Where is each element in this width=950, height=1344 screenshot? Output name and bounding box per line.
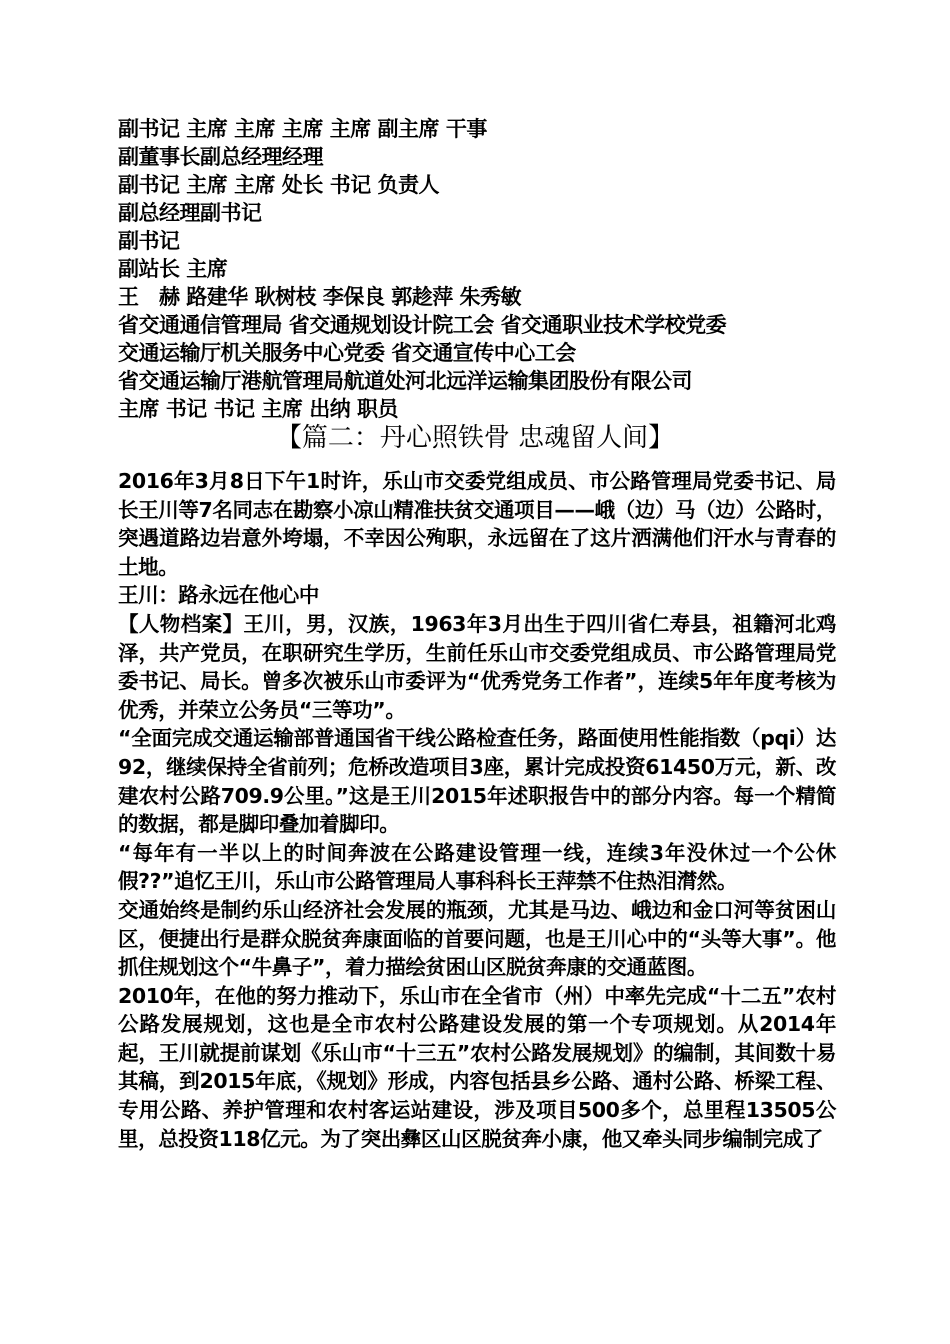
staff-line: 主席 书记 书记 主席 出纳 职员 <box>118 397 399 421</box>
staff-line: 副董事长副总经理经理 <box>118 145 323 169</box>
staff-line: 副书记 主席 主席 处长 书记 负责人 <box>118 173 440 197</box>
staff-line: 王 赫 路建华 耿树枝 李保良 郭趁萍 朱秀敏 <box>118 285 522 309</box>
staff-line: 副总经理副书记 <box>118 201 262 225</box>
staff-line: 交通运输厅机关服务中心党委 省交通宣传中心工会 <box>118 341 576 365</box>
subheading: 王川：路永远在他心中 <box>118 583 319 608</box>
paragraph: “每年有一半以上的时间奔波在公路建设管理一线，连续3年没休过一个公休假??”追忆王川，乐山市公路管理局人事科科长王萍禁不住热泪潸然。 <box>118 840 836 894</box>
paragraph: 【人物档案】王川，男，汉族，1963年3月出生于四川省仁寿县，祖籍河北鸡泽，共产党员，在职研究生学历，生前任乐山市交委党组成员、市公路管理局党委书记、局长。曾多次被乐山市委评为“优秀党务工作者”，连续5年年度考核为优秀，并荣立公务员“三等功”。 <box>118 611 836 722</box>
article-body <box>118 467 836 1153</box>
paragraph: 2010年，在他的努力推动下，乐山市在全省市（州）中率先完成“十二五”农村公路发展规划，这也是全市农村公路建设发展的第一个专项规划。从2014年起，王川就提前谋划《乐山市“十三五”农村公路发展规划》的编制，其间数十易其稿，到2015年底，《规划》形成，内容包括县乡公路、通村公路、桥梁工程、专用公路、养护管理和农村客运站建设，涉及项目500多个，总里程13505公里，总投资118亿元。为了突出彝区山区脱贫奔小康，他又牵头同步编制完成了 <box>118 983 836 1151</box>
staff-line: 副书记 主席 主席 主席 主席 副主席 干事 <box>118 117 487 141</box>
paragraph: 交通始终是制约乐山经济社会发展的瓶颈，尤其是马边、峨边和金口河等贫困山区，便捷出行是群众脱贫奔康面临的首要问题，也是王川心中的“头等大事”。他抓住规划这个“牛鼻子”，着力描绘贫困山区脱贫奔康的交通蓝图。 <box>118 897 836 980</box>
section-heading: 【篇二：丹心照铁骨 忠魂留人间】 <box>275 423 675 453</box>
paragraph: 2016年3月8日下午1时许，乐山市交委党组成员、市公路管理局党委书记、局长王川等7名同志在勘察小凉山精准扶贫交通项目——峨（边）马（边）公路时，突遇道路边岩意外垮塌，不幸因公殉职，永远留在了这片洒满他们汗水与青春的土地。 <box>118 469 836 579</box>
paragraph: “全面完成交通运输部普通国省干线公路检查任务，路面使用性能指数（pqi）达92，继续保持全省前列；危桥改造项目3座，累计完成投资61450万元，新、改建农村公路709.9公里。”这是王川2015年述职报告中的部分内容。每一个精简的数据，都是脚印叠加着脚印。 <box>118 726 836 837</box>
staff-line: 省交通通信管理局 省交通规划设计院工会 省交通职业技术学校党委 <box>118 313 727 337</box>
staff-line: 副站长 主席 <box>118 257 228 281</box>
staff-line: 省交通运输厅港航管理局航道处河北远洋运输集团股份有限公司 <box>118 369 692 393</box>
staff-list <box>118 115 878 423</box>
staff-line: 副书记 <box>118 229 180 253</box>
